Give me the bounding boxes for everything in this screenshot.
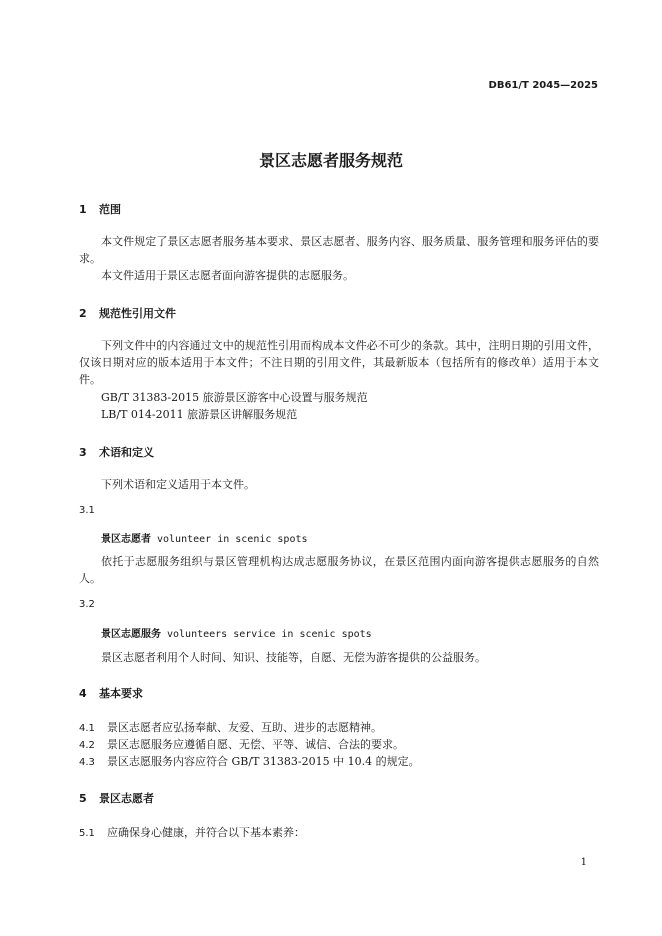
term-entry (101, 625, 372, 640)
term-english: volunteers service in scenic spots (167, 629, 372, 640)
section-heading (79, 201, 121, 217)
clause-number: 4.3 (79, 757, 95, 768)
document-number: DB61/T 2045—2025 (488, 80, 598, 91)
section-number: 4 (79, 687, 87, 700)
clause-number: 4.2 (79, 740, 95, 751)
clause-text: 景区志愿者应弘扬奉献、友爱、互助、进步的志愿精神。 (107, 721, 382, 734)
clause-item (79, 824, 305, 840)
section-title: 术语和定义 (99, 446, 154, 459)
paragraph: 下列术语和定义适用于本文件。 (101, 478, 255, 491)
section-number: 3 (79, 446, 87, 459)
paragraph: 下列文件中的内容通过文中的规范性引用而构成本文件必不可少的条款。其中，注明日期的引用文件，仅该日期对应的版本适用于本文件；不注日期的引用文件，其最新版本（包括所有的修改单）适用于本文件。 (79, 339, 599, 386)
term-entry (101, 530, 308, 545)
term-number: 3.2 (79, 599, 95, 610)
term-definition: 依托于志愿服务组织与景区管理机构达成志愿服务协议，在景区范围内面向游客提供志愿服务的自然人。 (79, 555, 599, 585)
section-heading (79, 305, 176, 321)
clause-text: 景区志愿服务应遵循自愿、无偿、平等、诚信、合法的要求。 (107, 738, 404, 751)
normative-reference: LB/T 014-2011 旅游景区讲解服务规范 (101, 408, 298, 421)
paragraph: 本文件适用于景区志愿者面向游客提供的志愿服务。 (101, 269, 354, 282)
section-number: 1 (79, 203, 87, 216)
section-heading (79, 685, 143, 701)
section-heading (79, 444, 154, 460)
section-heading (79, 790, 154, 806)
section-title: 范围 (99, 203, 121, 216)
document-title: 景区志愿者服务规范 (258, 151, 403, 170)
section-title: 景区志愿者 (99, 792, 154, 805)
term-number: 3.1 (79, 505, 95, 516)
clause-text: 景区志愿服务内容应符合 GB/T 31383-2015 中 10.4 的规定。 (107, 755, 420, 768)
clause-item (79, 719, 382, 735)
section-number: 5 (79, 792, 87, 805)
clause-number: 5.1 (79, 828, 95, 839)
clause-item (79, 736, 404, 752)
paragraph: 本文件规定了景区志愿者服务基本要求、景区志愿者、服务内容、服务质量、服务管理和服务评估的要求。 (79, 235, 599, 265)
normative-reference: GB/T 31383-2015 旅游景区游客中心设置与服务规范 (101, 391, 368, 404)
section-number: 2 (79, 307, 87, 320)
section-title: 规范性引用文件 (99, 307, 176, 320)
term-chinese: 景区志愿服务 (101, 629, 161, 640)
term-chinese: 景区志愿者 (101, 534, 151, 545)
term-english: volunteer in scenic spots (157, 534, 308, 545)
clause-item (79, 753, 420, 769)
section-title: 基本要求 (99, 687, 143, 700)
term-definition: 景区志愿者利用个人时间、知识、技能等，自愿、无偿为游客提供的公益服务。 (101, 651, 486, 664)
page-number: 1 (580, 857, 587, 868)
clause-number: 4.1 (79, 723, 95, 734)
clause-text: 应确保身心健康，并符合以下基本素养： (107, 826, 305, 839)
